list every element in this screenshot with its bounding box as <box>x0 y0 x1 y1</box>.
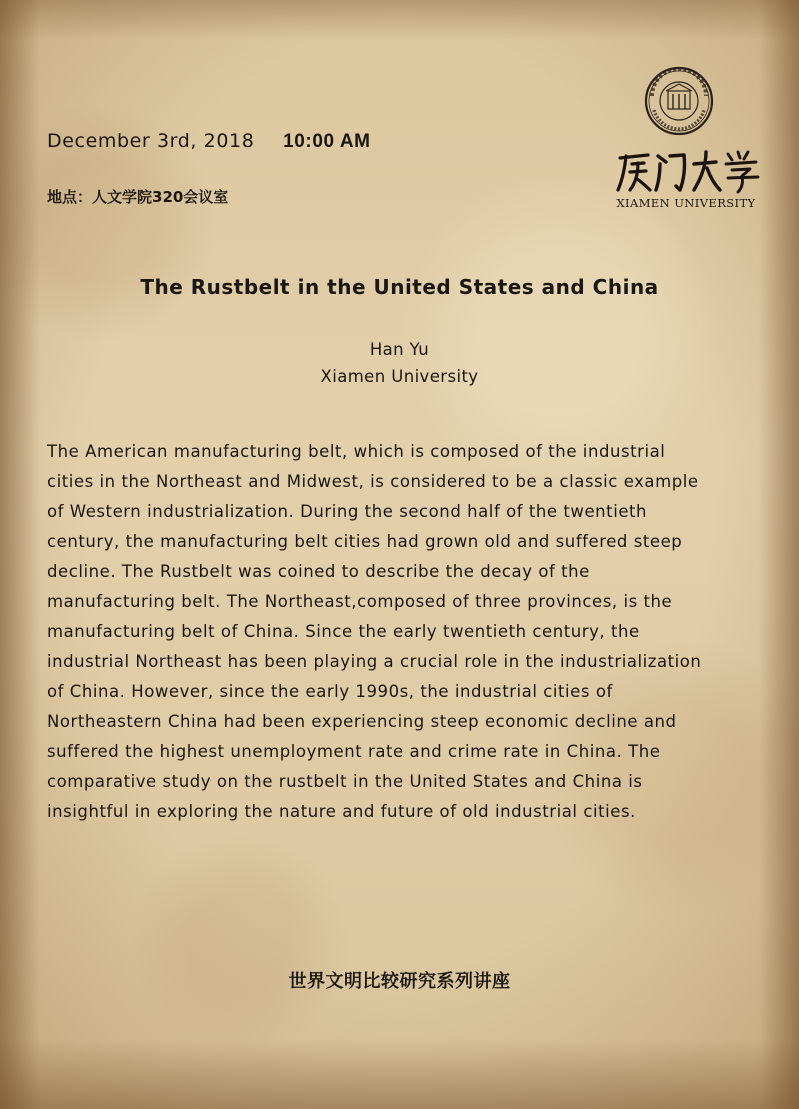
university-seal-icon <box>644 66 714 136</box>
aged-edge-top <box>0 0 799 40</box>
speaker-affiliation: Xiamen University <box>320 367 479 386</box>
abstract-line: suffered the highest unemployment rate and crime rate in China. The <box>47 742 661 761</box>
abstract-line: of Western industrialization. During the second half of the twentieth <box>47 502 648 521</box>
abstract-line: Northeastern China had been experiencing steep economic decline and <box>47 712 677 731</box>
event-date-time <box>47 130 371 153</box>
abstract-line: decline. The Rustbelt was coined to describe the decay of the <box>47 562 590 581</box>
aged-edge-bottom <box>0 1039 799 1109</box>
abstract-line: insightful in exploring the nature and future of old industrial cities. <box>47 802 636 821</box>
event-date: December 3rd, 2018 <box>47 130 255 152</box>
lecture-series-name: 世界文明比较研究系列讲座 <box>288 971 511 992</box>
speaker-name: Han Yu <box>369 340 430 359</box>
abstract-line: cities in the Northeast and Midwest, is considered to be a classic example <box>47 472 699 491</box>
abstract-line: industrial Northeast has been playing a crucial role in the industrialization <box>47 652 702 671</box>
xiamen-university-logo <box>606 66 766 216</box>
abstract-line: comparative study on the rustbelt in the United States and China is <box>47 772 643 791</box>
abstract-line: manufacturing belt of China. Since the early twentieth century, the <box>47 622 640 641</box>
abstract-line: The American manufacturing belt, which is composed of the industrial <box>47 442 666 461</box>
talk-title: The Rustbelt in the United States and China <box>140 275 659 299</box>
abstract-line: of China. However, since the early 1990s, the industrial cities of <box>47 682 613 701</box>
aged-edge-left <box>0 0 40 1109</box>
abstract-line: century, the manufacturing belt cities had grown old and suffered steep <box>47 532 683 551</box>
calligraphy-logo-icon <box>614 146 764 196</box>
abstract-line: manufacturing belt. The Northeast,composed of three provinces, is the <box>47 592 673 611</box>
event-time: 10:00 AM <box>283 131 371 152</box>
university-name-caption: XIAMEN UNIVERSITY <box>616 196 756 210</box>
event-location: 地点：人文学院320会议室 <box>47 188 229 206</box>
talk-abstract <box>47 437 792 827</box>
